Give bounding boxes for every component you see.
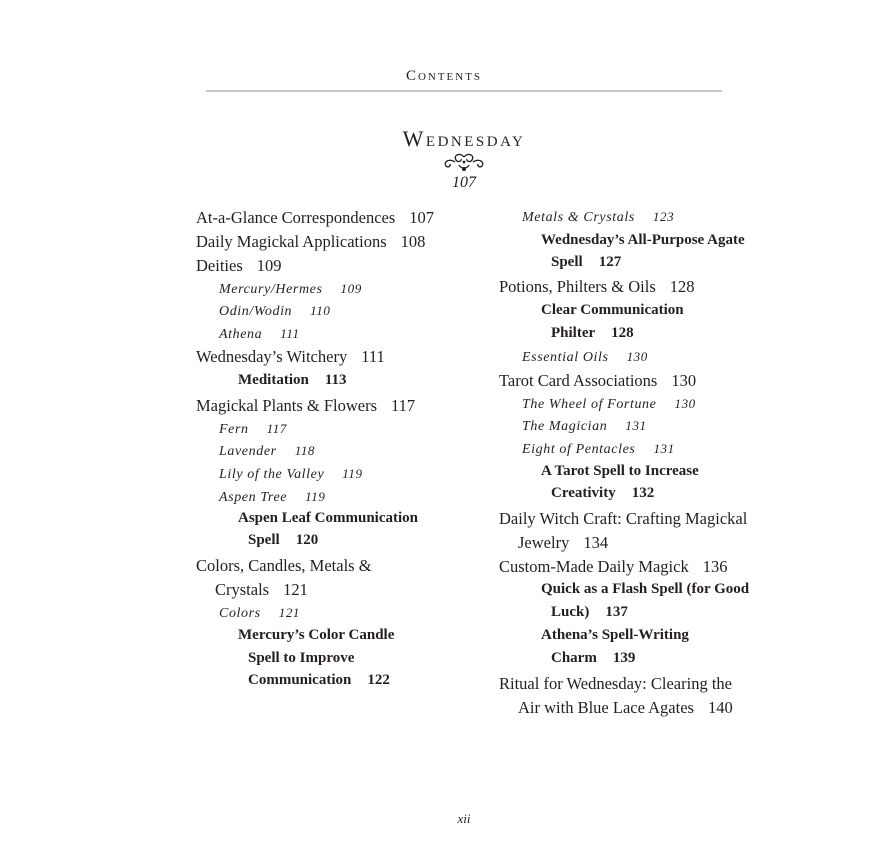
toc-entry[interactable]: Clear Communication xyxy=(541,302,684,318)
toc-page-number: 109 xyxy=(340,281,362,296)
toc-entry[interactable]: At-a-Glance Correspondences 107 xyxy=(196,208,435,227)
toc-entry[interactable]: Quick as a Flash Spell (for Good xyxy=(541,581,750,597)
toc-entry[interactable]: Metals & Crystals 123 xyxy=(522,209,675,225)
toc-page-number: 118 xyxy=(294,443,316,458)
toc-entry[interactable]: Ritual for Wednesday: Clearing the xyxy=(499,674,732,693)
toc-entry[interactable]: Athena 111 xyxy=(219,326,300,342)
toc-entry[interactable]: Daily Witch Craft: Crafting Magickal xyxy=(499,509,748,528)
toc-entry[interactable]: Crystals 121 xyxy=(215,580,308,599)
toc-entry[interactable]: A Tarot Spell to Increase xyxy=(541,463,699,479)
toc-entry[interactable]: Mercury/Hermes 109 xyxy=(219,281,362,297)
toc-entry[interactable]: Charm 139 xyxy=(551,650,636,666)
toc-page-number: 113 xyxy=(324,372,347,388)
toc-entry[interactable]: Luck) 137 xyxy=(551,604,628,620)
toc-entry[interactable]: Lily of the Valley 119 xyxy=(219,466,363,482)
fleuron-ornament-icon xyxy=(441,153,487,173)
toc-entry[interactable]: Colors 121 xyxy=(219,605,301,621)
running-head: Contents xyxy=(405,68,483,84)
toc-page-number: 107 xyxy=(409,208,435,227)
toc-entry[interactable]: Wednesday’s All-Purpose Agate xyxy=(541,232,745,248)
header-rule xyxy=(206,90,722,92)
toc-page-number: 128 xyxy=(669,277,695,296)
toc-entry[interactable]: The Wheel of Fortune 130 xyxy=(522,396,696,412)
toc-page-number: 117 xyxy=(391,396,416,415)
toc-entry[interactable]: Communication 122 xyxy=(248,672,390,688)
section-page-number: 107 xyxy=(452,174,476,191)
toc-entry[interactable]: Spell 120 xyxy=(248,532,319,548)
toc-entry[interactable]: Spell 127 xyxy=(551,254,622,270)
toc-page-number: 131 xyxy=(625,418,647,433)
toc-entry[interactable]: Jewelry 134 xyxy=(518,533,609,552)
toc-page-number: 111 xyxy=(280,326,300,341)
toc-entry[interactable]: Aspen Leaf Communication xyxy=(238,510,419,526)
toc-entry[interactable]: Daily Magickal Applications 108 xyxy=(196,232,426,251)
toc-page-number: 121 xyxy=(278,605,301,620)
toc-entry[interactable]: Potions, Philters & Oils 128 xyxy=(499,277,695,296)
toc-entry[interactable]: Custom-Made Daily Magick 136 xyxy=(499,557,728,576)
toc-entry[interactable]: Lavender 118 xyxy=(219,443,316,459)
toc-page-number: 130 xyxy=(674,396,696,411)
toc-page-number: 119 xyxy=(342,466,363,481)
toc-page-number: 130 xyxy=(671,371,697,390)
toc-page-number: 109 xyxy=(256,256,282,275)
toc-page-number: 108 xyxy=(400,232,426,251)
toc-entry[interactable]: Tarot Card Associations 130 xyxy=(499,371,697,390)
toc-page-number: 134 xyxy=(583,533,609,552)
toc-page-number: 110 xyxy=(310,303,331,318)
toc-page-number: 119 xyxy=(305,489,326,504)
toc-entry[interactable]: Spell to Improve xyxy=(248,650,355,666)
toc-entry[interactable]: Creativity 132 xyxy=(551,485,655,501)
toc-page-number: 117 xyxy=(266,421,287,436)
toc-page-number: 123 xyxy=(652,209,675,224)
toc-page-number: 128 xyxy=(611,325,634,341)
toc-entry[interactable]: Colors, Candles, Metals & xyxy=(196,556,372,575)
toc-entry[interactable]: Odin/Wodin 110 xyxy=(219,303,331,319)
toc-page-number: 139 xyxy=(612,650,636,666)
toc-page-number: 120 xyxy=(295,532,319,548)
toc-page-number: 127 xyxy=(598,254,622,270)
toc-entry[interactable]: Meditation 113 xyxy=(238,372,347,388)
toc-page-number: 130 xyxy=(626,349,648,364)
section-title: Wednesday xyxy=(402,126,526,151)
toc-page-number: 136 xyxy=(702,557,728,576)
toc-page-number: 122 xyxy=(367,672,390,688)
toc-page-number: 137 xyxy=(605,604,628,620)
toc-page-number: 121 xyxy=(283,580,308,599)
toc-page-number: 131 xyxy=(653,441,675,456)
toc-page-number: 140 xyxy=(707,698,733,717)
toc-entry[interactable]: Aspen Tree 119 xyxy=(219,489,326,505)
toc-page-number: 111 xyxy=(361,347,385,366)
toc-page-number: 132 xyxy=(631,485,655,501)
toc-entry[interactable]: Mercury’s Color Candle xyxy=(238,627,395,643)
toc-entry[interactable]: Athena’s Spell-Writing xyxy=(541,627,689,643)
toc-entry[interactable]: Air with Blue Lace Agates 140 xyxy=(518,698,733,717)
toc-entry[interactable]: Essential Oils 130 xyxy=(522,349,648,365)
toc-entry[interactable]: Eight of Pentacles 131 xyxy=(522,441,675,457)
toc-entry[interactable]: Philter 128 xyxy=(551,325,634,341)
page-folio: xii xyxy=(457,811,471,826)
toc-entry[interactable]: Fern 117 xyxy=(219,421,287,437)
toc-entry[interactable]: Deities 109 xyxy=(196,256,282,275)
toc-entry[interactable]: Wednesday’s Witchery 111 xyxy=(196,347,385,366)
toc-entry[interactable]: Magickal Plants & Flowers 117 xyxy=(196,396,416,415)
toc-entry[interactable]: The Magician 131 xyxy=(522,418,647,434)
